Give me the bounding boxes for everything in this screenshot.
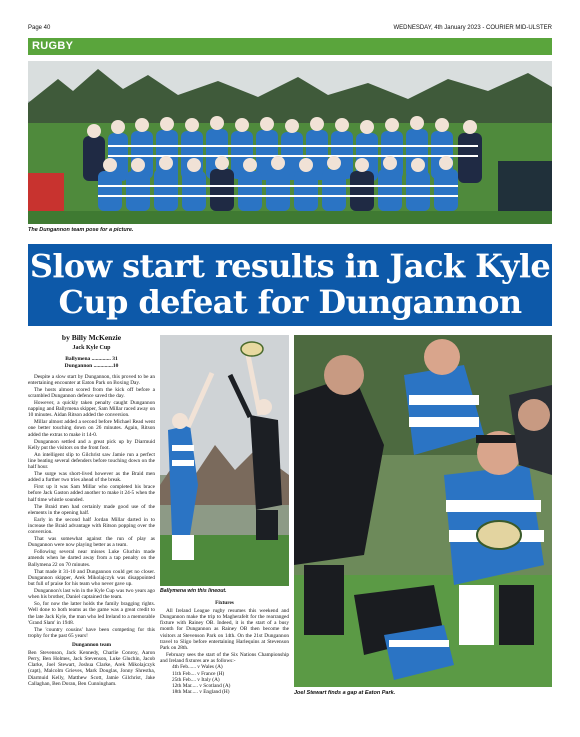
headline-line-2: Cup defeat for Dungannon: [58, 283, 522, 321]
middle-column: [160, 335, 289, 696]
score-dungannon: Dungannon ..............10: [64, 362, 119, 369]
paragraph: That made it 31-10 and Dungannon could get no closer. Dungannon skipper, Arek Mikolajczyk was disappointed but full of praise for his team who never gave up.: [28, 568, 155, 588]
fixtures-paragraph: All Ireland League rugby resumes this weekend and Dungannon make the trip to Magherafelt for the rearranged fixture with Rainey OB. Indeed, it is the start of a busy month for Dungannon as Rainey OB then become the visitors at Stevenson Park on 14th. On the 21st Dungannon travel to Sligo before entertaining Harlequins at Stevenson Park on 28th.: [160, 607, 289, 652]
lineout-photo-caption: Ballymena win this lineout.: [160, 588, 227, 594]
scoreline: [28, 356, 155, 370]
team-photo-caption: The Dungannon team pose for a picture.: [28, 227, 134, 233]
byline: by Billy McKenzie: [61, 333, 122, 342]
paragraph: So, for now the latter holds the family bragging rights. Well done to both teams as the game was a great credit to the late Jack Kyle, the man who led Ireland to a memorable 'Grand Slam' in 1948.: [28, 600, 155, 626]
fixture-item: 12th Mar..... v Scotland (A): [172, 683, 231, 690]
kicker: Jack Kyle Cup: [72, 345, 111, 352]
paragraph: Dungannon's last win in the Kyle Cup was two years ago when his brother, Daniel captained the team.: [28, 587, 155, 601]
paragraph: However, a quickly taken penalty caught Dungannon napping and Ballymena skipper, Sam Millar raced away on 10 minutes. Aidan Ritson added the conversion.: [28, 399, 155, 419]
headline-line-1: Slow start results in Jack Kyle: [29, 247, 551, 285]
fixture-item: 11th Feb.... v France (H): [172, 670, 225, 677]
paragraph: Following several near misses Luke Gluchin made amends when he darted away from a tap penalty on the Ballymena 22 on 70 minutes.: [28, 549, 155, 568]
paragraph: The 'country cousins' have been competing for this trophy for the past 65 years!: [28, 626, 155, 639]
fixture-item: 25th Feb.... v Italy (A): [172, 676, 220, 683]
team-photo: [28, 61, 552, 224]
score-ballymena: Ballymena .............. 31: [65, 355, 118, 362]
paragraph: Early in the second half Jordan Millar darted in to increase the Braid advantage with Ritson popping over the conversion.: [28, 516, 155, 536]
paragraph: Dungannon settled and a great pick up by Diarmuid Kelly put the visitors on the front foot.: [28, 438, 155, 451]
paragraph: Despite a slow start by Dungannon, this proved to be an entertaining encounter at Eaton Park on Boxing Day.: [28, 373, 155, 386]
fixtures-list: [172, 664, 289, 695]
paragraph: First up it was Sam Millar who completed his brace before Jack Gaston added another to make it 24-5 when the half time whistle sounded.: [28, 484, 155, 503]
section-banner: RUGBY: [28, 38, 552, 55]
page-header: [28, 22, 552, 34]
paragraph: The Braid men had certainly made good use of the elements in the opening half.: [28, 503, 155, 516]
fixture-item: 4th Feb...... v Wales (A): [172, 664, 223, 671]
dateline: WEDNESDAY, 4th January 2023 - COURIER MID-ULSTER: [393, 25, 552, 31]
fixtures-paragraph: February sees the start of the Six Nations Championship and Ireland fixtures are as follows:-: [160, 651, 289, 664]
team-heading: Dungannon team: [72, 642, 111, 649]
action-photo: [294, 335, 552, 687]
paragraph: Millar almost added a second before Michael Read went one better touching down on 26 minutes. Again, Ritson added the extras to make it 14-0.: [28, 419, 155, 438]
article-body: [28, 335, 155, 688]
fixtures-heading: Fixtures: [215, 600, 234, 607]
page-number: Page 40: [28, 25, 51, 31]
fixture-item: 18th Mar..... v England (H): [172, 689, 230, 696]
action-photo-caption: Joel Stewart finds a gap at Eaton Park.: [294, 690, 396, 696]
team-list: Ben Stevenson, Jack Kennedy, Charlie Conroy, Aaron Perry, Ben Holmes, Jack Stevenson, Luke Gluchin, Jacob Clarke, Joel Stewart, Joshua Clarke, Arek Mikolajczyk (capt), Malcolm Grieves, Mark Douglas, Jonny Shrestha, Diarmuid Kelly, Matthew Scott, Jamie Gilchrist, Jake Callaghan, Ben Doran, Ben Cunningham.: [28, 649, 155, 688]
headline: [28, 244, 552, 326]
paragraph: The surge was short-lived however as the Braid men added a further two tries ahead of the break.: [28, 471, 155, 484]
lineout-photo: [160, 335, 289, 586]
paragraph: An intelligent slip to Gilchrist saw Jamie run a perfect line beating several defenders before touching down on the half hour.: [28, 451, 155, 471]
paragraph: That was somewhat against the run of play as Dungannon were now playing better as a team.: [28, 536, 155, 549]
paragraph: The hosts almost scored from the kick off before a scrambled Dungannon defence saved the day.: [28, 386, 155, 399]
